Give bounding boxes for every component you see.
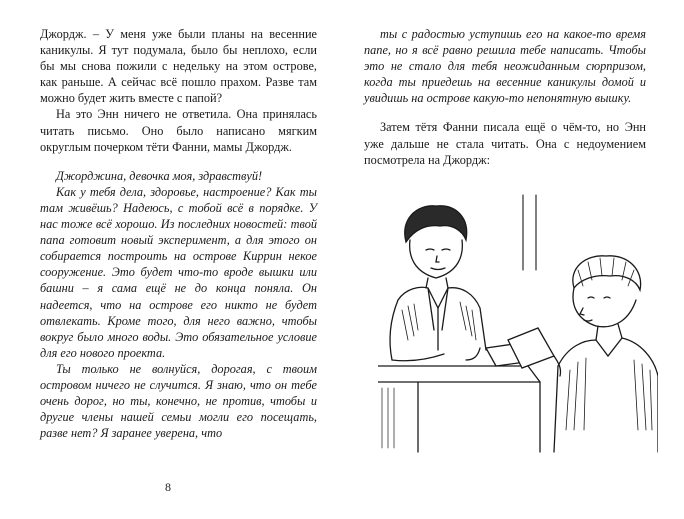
illustration bbox=[378, 190, 658, 455]
letter-paragraph: Как у тебя дела, здоровье, настроение? Как ты там живёшь? Надеюсь, с тобой всё в порядке. У нас тоже всё хорошо. Из последних новостей: твой папа готовит новый эксперимент, а для этого он собирается построить на острове Киррин некое сооружение. Это будет что-то вроде вышки или башни – я сама ещё не до конца поняла. Он надеется, что на острове его никто не будет отвлекать. Кроме того, для него важно, чтобы вокруг было много воды. Это обязательное условие для его нового проекта. bbox=[40, 184, 317, 360]
right-text-column bbox=[364, 26, 646, 168]
left-text-column bbox=[40, 26, 317, 441]
page-number: 8 bbox=[165, 480, 171, 494]
letter-greeting: Джорджина, девочка моя, здравствуй! bbox=[56, 168, 263, 183]
paragraph: На это Энн ничего не ответила. Она принялась читать письмо. Оно было написано мягким округлым почерком тёти Фанни, мамы Джордж. bbox=[40, 107, 317, 154]
paragraph: Джордж. – У меня уже были планы на весенние каникулы. Я тут подумала, было бы неплохо, если бы мы снова пожили с недельку на этом острове, как раньше. А сейчас всё пошло прахом. Разве там можно будет жить вместе с папой? bbox=[40, 27, 317, 106]
letter-paragraph: Ты только не волнуйся, дорогая, с твоим островом ничего не случится. Я знаю, что он тебе очень дорог, но ты, конечно, не против, чтобы и другие члены нашей семьи могли его посещать, разве нет? Я заранее уверена, что bbox=[40, 361, 317, 441]
letter-continuation: ты с радостью уступишь его на какое-то время папе, но я всё равно решила тебе написать. Чтобы это не стало для тебя неожиданным сюрпризом, когда ты приедешь на весенние каникулы домой и увидишь на острове какую-то непонятную вышку. bbox=[364, 27, 646, 106]
paragraph: Затем тётя Фанни писала ещё о чём-то, но Энн уже дальше не стала читать. Она с недоумением посмотрела на Джордж: bbox=[364, 120, 646, 167]
